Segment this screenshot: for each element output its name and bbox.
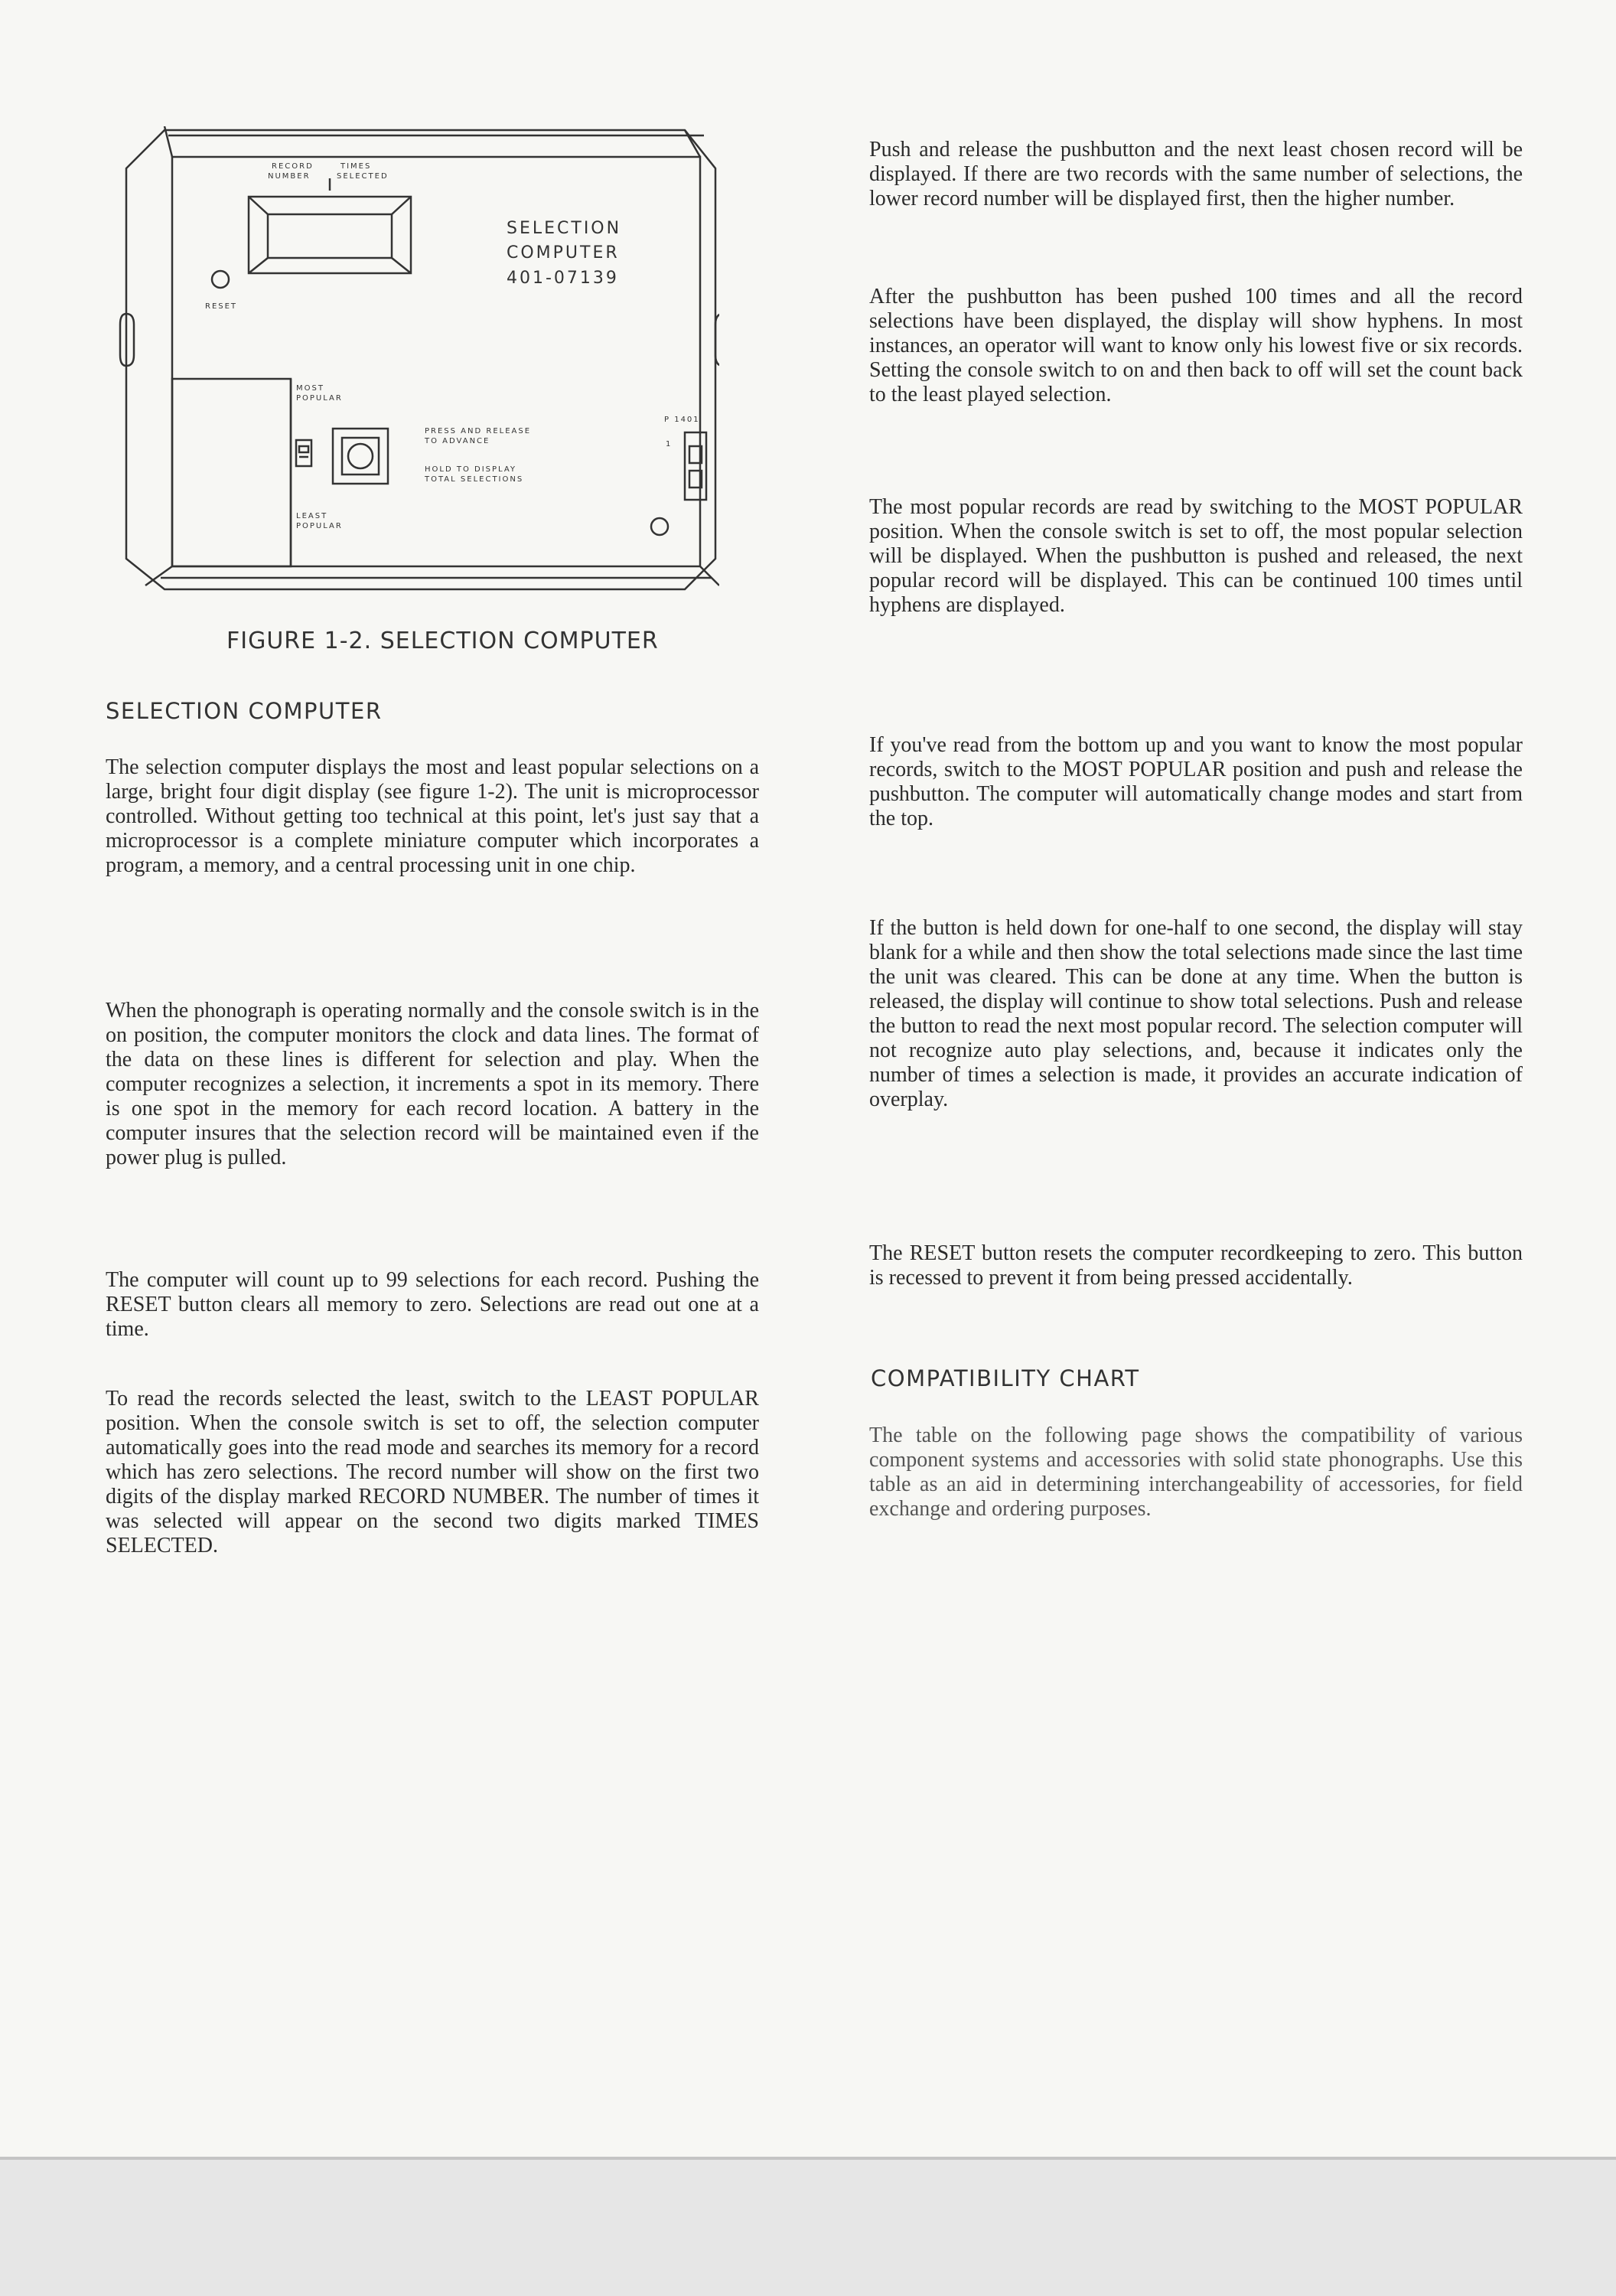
label-times-selected: TIMES	[340, 162, 372, 171]
compatibility-paragraph: The table on the following page shows the compatibility of various component systems and accessories with solid state phonographs. Use this table as an aid in determining interchangeability of accessories, for field exchange and ordering purposes.	[869, 1424, 1523, 1521]
left-paragraph-4: To read the records selected the least, switch to the LEAST POPULAR position. When the console switch is set to off, the selection computer automatically goes into the read mode and searches its memory for a record which has zero selections. The record number will show on the first two digits of the display marked RECORD NUMBER. The number of times it was selected will appear on the second two digits marked TIMES SELECTED.	[106, 1387, 759, 1557]
mounting-ears	[120, 314, 719, 366]
page-bottom-band	[0, 2160, 1616, 2296]
label-most-popular: MOST	[296, 384, 324, 393]
advance-pushbutton[interactable]	[333, 429, 388, 484]
selection-computer-figure	[115, 126, 719, 601]
right-paragraph-4: If you've read from the bottom up and you want to know the most popular records, switch to the MOST POPULAR position and push and release the pushbutton. The computer will automatically change modes and start from the top.	[869, 733, 1523, 830]
label-reset: RESET	[205, 302, 238, 311]
figure-caption: FIGURE 1-2. SELECTION COMPUTER	[226, 628, 659, 654]
housing-outline	[115, 126, 719, 601]
left-paragraph-1: The selection computer displays the most and least popular selections on a large, bright four digit display (see figure 1-2). The unit is microprocessor controlled. Without getting too technical at this point, let's just say that a microprocessor is a complete miniature computer which incorporates a program, a memory, and a central processing unit in one chip.	[106, 755, 759, 877]
label-hold-display: HOLD TO DISPLAY	[425, 465, 516, 474]
console-switch-panel	[172, 379, 291, 566]
reset-button[interactable]	[212, 271, 229, 288]
svg-text:SELECTED: SELECTED	[337, 172, 389, 181]
label-record-number: RECORD	[272, 162, 314, 171]
popularity-switch[interactable]	[296, 440, 311, 466]
label-pin: 1	[666, 440, 671, 448]
right-paragraph-1: Push and release the pushbutton and the next least chosen record will be displayed. If there are two records with the same number of selections, the lower record number will be displayed first, then the higher number.	[869, 138, 1523, 210]
title-line-1: SELECTION	[507, 219, 622, 238]
left-paragraph-3: The computer will count up to 99 selections for each record. Pushing the RESET button clears all memory to zero. Selections are read out one at a time.	[106, 1268, 759, 1341]
four-digit-display	[249, 178, 411, 273]
svg-text:TO ADVANCE: TO ADVANCE	[425, 437, 490, 445]
battery-holder-icon	[651, 518, 668, 535]
connector-p1401	[685, 432, 706, 500]
right-paragraph-5: If the button is held down for one-half to one second, the display will stay blank for a while and then show the total selections made since the last time the unit was cleared. This can be done at any time. When the button is released, the display will continue to show total selections. Push and release the button to read the next most popular record. The selection computer will not recognize auto play selections, and, because it indicates only the number of times a selection is made, it provides an accurate indication of overplay.	[869, 916, 1523, 1111]
right-paragraph-6: The RESET button resets the computer recordkeeping to zero. This button is recessed to prevent it from being pressed accidentally.	[869, 1241, 1523, 1290]
svg-text:TOTAL SELECTIONS: TOTAL SELECTIONS	[425, 475, 524, 484]
label-connector: P 1401	[664, 416, 700, 424]
right-paragraph-3: The most popular records are read by switching to the MOST POPULAR position. When the console switch is set to off, the most popular selection will be displayed. When the pushbutton is pushed and released, the next popular record will be displayed. This can be continued 100 times until hyphens are displayed.	[869, 495, 1523, 617]
section-heading-selection-computer: SELECTION COMPUTER	[106, 698, 383, 724]
right-paragraph-2: After the pushbutton has been pushed 100 times and all the record selections have been displayed, the display will show hyphens. In most instances, an operator will want to know only his lowest five or six records. Setting the console switch to on and then back to off will set the count back to the least played selection.	[869, 285, 1523, 406]
left-paragraph-2: When the phonograph is operating normally and the console switch is in the on position, the computer monitors the clock and data lines. The format of the data on these lines is different for selection and play. When the computer recognizes a selection, it increments a spot in its memory. There is one spot in the memory for each record location. A battery in the computer insures that the selection record will be maintained even if the power plug is pulled.	[106, 999, 759, 1169]
part-number: 401-07139	[507, 269, 619, 288]
label-press-release: PRESS AND RELEASE	[425, 427, 532, 435]
section-heading-compatibility-chart: COMPATIBILITY CHART	[871, 1365, 1140, 1391]
title-line-2: COMPUTER	[507, 243, 620, 263]
label-least-popular: LEAST	[296, 512, 328, 520]
svg-text:POPULAR: POPULAR	[296, 394, 343, 403]
svg-text:NUMBER: NUMBER	[268, 172, 311, 181]
svg-text:POPULAR: POPULAR	[296, 522, 343, 530]
